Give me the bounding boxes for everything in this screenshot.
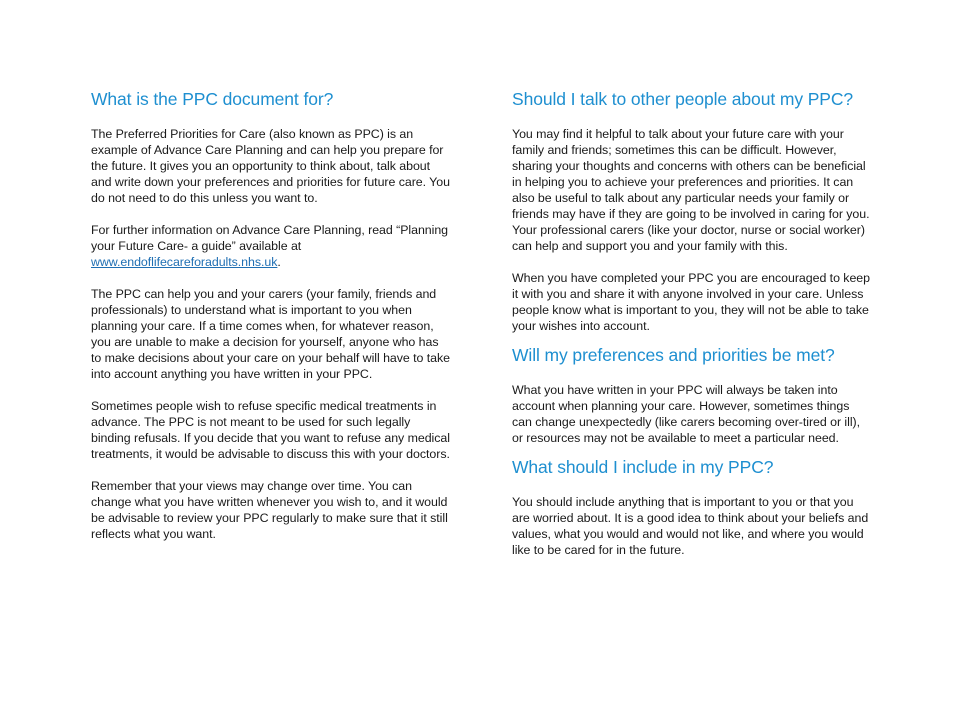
link-suffix: . — [277, 255, 281, 269]
heading-preferences-met: Will my preferences and priorities be met? — [512, 345, 835, 365]
left-column — [91, 90, 451, 558]
heading-ppc-purpose: What is the PPC document for? — [91, 89, 334, 109]
further-info-text: For further information on Advance Care Planning, read “Planning your Future Care- a guide” available at — [91, 223, 449, 253]
heading-talk-to-others: Should I talk to other people about my PPC? — [512, 90, 854, 109]
paragraph-talk-helpful: You may find it helpful to talk about your future care with your family and friends; sometimes this can be difficult. However, sharing your thoughts and concerns with others can be beneficial in helping you to achieve your preferences and priorities. It can also be useful to talk about any particular needs your family or friends may have if they are going to be involved in caring for you. Your professional carers (like your doctor, nurse or social worker) can help and support you and your family with this. — [512, 127, 870, 253]
paragraph-further-info — [91, 222, 451, 270]
section-what-to-include — [512, 458, 870, 558]
paragraph-include-anything: You should include anything that is important to you or that you are worried about. It is a good idea to think about your beliefs and values, what you would and would not like, and where you would like to be cared for in the future. — [512, 495, 869, 557]
endoflifecare-link[interactable]: www.endoflifecareforadults.nhs.uk — [91, 255, 278, 269]
paragraph-ppc-intro: The Preferred Priorities for Care (also known as PPC) is an example of Advance Care Planning and can help you prepare for the future. It gives you an opportunity to think about, talk about and write down your preferences and priorities for future care. You do not need to do this unless you want to. — [91, 127, 450, 205]
paragraph-taken-into-account: What you have written in your PPC will always be taken into account when planning your care. However, sometimes things can change unexpectedly (like carers becoming over-tired or ill), or resources may not be available to meet a particular need. — [512, 383, 860, 445]
paragraph-ppc-help: The PPC can help you and your carers (your family, friends and professionals) to understand what is important to you when planning your care. If a time comes when, for whatever reason, you are unable to make a decision for yourself, anyone who has to make decisions about your care on your behalf will have to take into account anything you have written in your PPC. — [91, 287, 450, 381]
paragraph-completed-ppc: When you have completed your PPC you are encouraged to keep it with you and share it with anyone involved in your care. Unless people know what is important to you, they will not be able to take your wishes into account. — [512, 271, 870, 333]
heading-what-to-include: What should I include in my PPC? — [512, 457, 774, 477]
section-preferences-met — [512, 346, 870, 446]
paragraph-refuse-treatment: Sometimes people wish to refuse specific medical treatments in advance. The PPC is not meant to be used for such legally binding refusals. If you decide that you want to refuse any medical treatments, it would be advisable to discuss this with your doctors. — [91, 399, 450, 461]
right-column — [512, 90, 870, 590]
section-talk-to-others — [512, 90, 870, 334]
paragraph-views-change: Remember that your views may change over time. You can change what you have written whenever you wish to, and it would be advisable to review your PPC regularly to make sure that it still reflects what you want. — [91, 479, 448, 541]
